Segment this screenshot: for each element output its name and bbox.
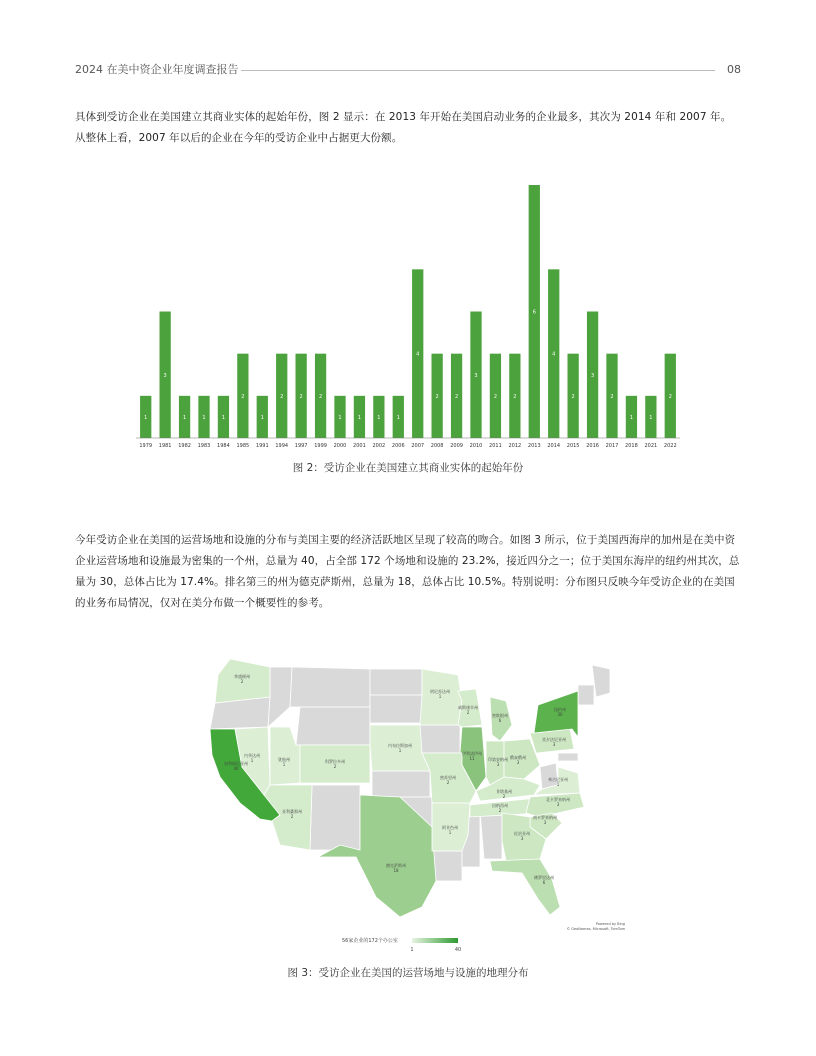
legend-gradient-bar [412, 938, 458, 943]
x-tick-2016: 2016 [586, 443, 599, 449]
state-value-va: 1 [556, 782, 560, 787]
bar-value-label-1999: 2 [318, 393, 323, 400]
x-tick-2014: 2014 [547, 443, 561, 449]
bars-layer [140, 185, 676, 438]
x-tick-1991: 1991 [255, 443, 269, 449]
state-name-ga: 佐治亚州 [514, 831, 530, 836]
state-value-nc: 3 [556, 802, 560, 807]
state-name-nc: 北卡罗来纳州 [546, 797, 570, 802]
state-name-oh: 俄亥俄州 [510, 755, 526, 760]
state-value-ar: 1 [448, 830, 452, 835]
map-attribution-2: © GeoNames, Microsoft, TomTom [566, 927, 625, 931]
state-name-va: 弗吉尼亚州 [548, 777, 568, 782]
state-id [268, 667, 292, 727]
state-value-mn: 1 [438, 694, 442, 699]
us-facility-map [200, 645, 625, 960]
state-value-ny: 30 [557, 712, 563, 717]
x-tick-2006: 2006 [391, 443, 405, 449]
bar-value-label-2016: 3 [590, 372, 595, 379]
state-value-tn: 2 [498, 808, 502, 813]
x-tick-1999: 1999 [314, 443, 327, 449]
bar-value-label-2022: 2 [668, 393, 672, 400]
bar-value-label-2008: 2 [435, 393, 439, 400]
x-tick-2021: 2021 [644, 443, 658, 449]
state-al [480, 811, 502, 859]
state-name-mi: 密歇根州 [492, 713, 508, 718]
x-tick-2008: 2008 [430, 443, 444, 449]
state-la [432, 851, 462, 881]
bar-value-label-2017: 2 [610, 393, 614, 400]
state-name-ca: 加利福尼亚州 [224, 761, 248, 766]
state-value-oh: 3 [516, 760, 520, 765]
bar-value-label-2015: 2 [571, 393, 575, 400]
state-value-az: 2 [290, 814, 294, 819]
map-attribution-1: Powered by Bing [595, 922, 625, 926]
state-value-pa: 3 [552, 742, 556, 747]
state-ks [372, 771, 430, 797]
x-tick-1997: 1997 [294, 443, 308, 449]
state-name-wa: 华盛顿州 [234, 674, 250, 679]
state-value-mo: 2 [446, 780, 450, 785]
bar-value-label-2009: 2 [454, 393, 459, 400]
state-nd [370, 669, 422, 695]
x-tick-2011: 2011 [489, 443, 502, 449]
state-name-ny: 纽约州 [554, 707, 566, 712]
legend-max: 40 [454, 947, 462, 953]
state-value-wa: 2 [240, 679, 244, 684]
state-value-il: 11 [469, 756, 475, 761]
bar-value-label-2021: 1 [649, 414, 653, 421]
x-tick-2001: 2001 [353, 443, 366, 449]
x-tick-1984: 1984 [217, 443, 230, 449]
state-sd [370, 695, 422, 723]
state-value-in: 3 [496, 762, 500, 767]
x-tick-1994: 1994 [275, 443, 289, 449]
state-name-pa: 宾夕法尼亚州 [542, 737, 566, 742]
state-fl [490, 859, 560, 915]
bar-value-label-1994: 2 [280, 393, 284, 400]
state-name-mo: 密苏里州 [440, 775, 456, 780]
x-tick-2012: 2012 [508, 443, 522, 449]
x-tick-2013: 2013 [527, 443, 541, 449]
legend-title: 56家企业的172个办公室 [342, 938, 398, 944]
x-tick-1979: 1979 [139, 443, 153, 449]
state-name-ut: 犹他州 [278, 757, 290, 762]
state-wy [296, 707, 370, 745]
x-tick-2000: 2000 [333, 443, 347, 449]
x-tick-labels [139, 443, 676, 449]
bar-value-label-1991: 1 [260, 414, 264, 421]
state-value-sc: 3 [543, 820, 547, 825]
state-value-ca: 40 [233, 766, 239, 771]
x-tick-1981: 1981 [158, 443, 172, 449]
x-tick-2007: 2007 [411, 443, 425, 449]
bar-value-label-2006: 1 [396, 414, 400, 421]
state-wv [540, 763, 558, 789]
x-tick-2017: 2017 [605, 443, 619, 449]
state-value-ut: 1 [282, 762, 286, 767]
bar-value-label-2000: 1 [338, 414, 342, 421]
header-divider [241, 70, 715, 71]
bar-value-label-1984: 1 [221, 414, 226, 421]
figure-2-caption: 图 2：受访企业在美国建立其商业实体的起始年份 [292, 462, 524, 474]
state-name-mn: 明尼苏达州 [430, 689, 450, 694]
state-value-ne: 1 [398, 748, 402, 753]
state-name-tx: 德克萨斯州 [386, 863, 406, 868]
bar-value-label-2012: 2 [513, 393, 517, 400]
state-value-fl: 6 [542, 880, 546, 885]
state-value-mi: 6 [498, 718, 502, 723]
state-mt [290, 667, 370, 707]
state-ut [270, 727, 300, 785]
state-md [558, 753, 578, 761]
state-name-il: 伊利诺伊州 [462, 751, 482, 756]
state-value-co: 2 [333, 764, 337, 769]
x-tick-2018: 2018 [625, 443, 638, 449]
figure-3-caption: 图 3：受访企业在美国的运营场地与设施的地理分布 [287, 967, 529, 979]
state-ia [420, 725, 460, 753]
bar-value-label-2011: 2 [493, 393, 498, 400]
state-name-ne: 内布拉斯加州 [388, 743, 412, 748]
state-name-nv: 内华达州 [244, 753, 260, 758]
bar-value-label-1979: 1 [144, 414, 148, 421]
x-tick-1982: 1982 [178, 443, 191, 449]
state-name-ar: 阿肯色州 [442, 825, 458, 830]
page-number: 08 [727, 63, 741, 76]
state-name-sc: 南卡罗来纳州 [533, 815, 557, 820]
state-nh-vt [578, 685, 594, 705]
header-title: 2024 在美中资企业年度调查报告 [75, 63, 239, 76]
state-value-tx: 18 [393, 868, 399, 873]
bar-value-label-2018: 1 [629, 414, 634, 421]
bar-value-label-1981: 3 [163, 372, 167, 379]
map-legend [342, 937, 461, 953]
state-name-wi: 威斯康辛州 [458, 705, 478, 710]
state-me [592, 665, 610, 697]
x-tick-1985: 1985 [236, 443, 250, 449]
state-name-in: 印第安纳州 [488, 757, 508, 762]
state-value-ky: 2 [502, 794, 506, 799]
state-nm [310, 785, 360, 850]
bar-value-label-1997: 2 [299, 393, 303, 400]
state-value-ga: 3 [520, 836, 524, 841]
bar-value-label-2010: 3 [474, 372, 478, 379]
bar-value-label-2002: 1 [377, 414, 381, 421]
x-tick-2009: 2009 [450, 443, 463, 449]
bar-value-label-2007: 4 [416, 351, 420, 358]
x-tick-2022: 2022 [663, 443, 677, 449]
state-value-nv: 1 [250, 758, 254, 763]
x-tick-1983: 1983 [197, 443, 211, 449]
bar-value-label-1983: 1 [202, 414, 206, 421]
bar-value-label-1985: 2 [241, 393, 245, 400]
x-tick-2002: 2002 [372, 443, 386, 449]
founding-year-bar-chart [128, 180, 688, 455]
state-value-wi: 2 [466, 710, 470, 715]
bar-value-label-2014: 4 [552, 351, 556, 358]
paragraph-2: 今年受访企业在美国的运营场地和设施的分布与美国主要的经济活跃地区呈现了较高的吻合。如图 3 所示，位于美国西海岸的加州是在美中资企业运营场地和设施最为密集的一个州，总量为 40，占全部 172 个场地和设施的 23.2%，接近四分之一；位于美国东海岸的纽约州其次，总量为 30，总体占比为 17.4%。排名第三的州为德克萨斯州，总量为 18，总体占比 10.5%。特别说明：分布图只反映今年受访企业的在美国的业务布局情况，仅对在美分布做一个概要性的参考。 [75, 534, 740, 609]
legend-min: 1 [410, 947, 414, 953]
state-name-az: 亚利桑那州 [282, 809, 302, 814]
state-name-fl: 佛罗里达州 [534, 875, 554, 880]
bar-value-label-2001: 1 [357, 414, 362, 421]
state-name-co: 科罗拉多州 [325, 759, 345, 764]
paragraph-1: 具体到受访企业在美国建立其商业实体的起始年份，图 2 显示：在 2013 年开始在美国启动业务的企业最多，其次为 2014 年和 2007 年。从整体上看，2007 年以后的企业在今年的受访企业中占据更大份额。 [75, 111, 732, 144]
page-header [75, 63, 741, 79]
x-tick-2010: 2010 [469, 443, 483, 449]
state-name-tn: 田纳西州 [492, 803, 508, 808]
state-name-ky: 肯塔基州 [496, 789, 512, 794]
bar-value-label-2013: 6 [532, 309, 536, 316]
bar-value-label-1982: 1 [182, 414, 187, 421]
x-tick-2015: 2015 [566, 443, 580, 449]
state-ny [534, 691, 578, 737]
